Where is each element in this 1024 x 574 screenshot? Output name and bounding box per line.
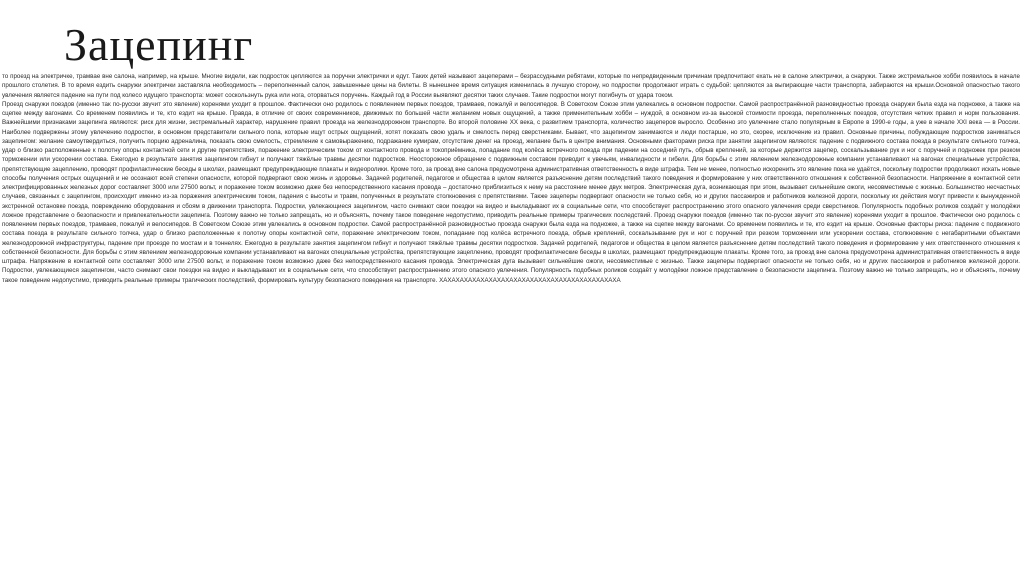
slide-body-text bbox=[2, 72, 1020, 568]
body-paragraph: то проезд на электричке, трамвае вне салона, например, на крыше. Многие видели, как подросток цепляются за поручни электрички и едут. Таких детей называют зацеперами – безрассудными ребятами, которые по непредвиденным причинам предпочитают ехать не в салоне электрички, а снаружи. Также экстремальное хобби появилось в начале прошлого столетия. В то время ездить снаружи электрички заставляла необходимость – переполненный салон, завышенные цены на билеты. В нынешнее время ситуация изменилась в лучшую сторону, но подростки продолжают играть с судьбой: цепляются за выпирающие части транспорта, забираются на крыши.Основной опасностью такого увлечения является падение на пути под колесо идущего транспорта: может соскользнуть рука или нога, оторваться поручень. Каждый год в России выявляют десятки таких случаев. Такие подростки могут погибнуть от удара током. bbox=[2, 73, 1020, 99]
body-paragraph: Проезд снаружи поездов (именно так по-русски звучит это явление) коренями уходит в прошлое. Фактически оно родилось с появлением первых поездов, трамваев, пожалуй и велосипедов. В Советском Союзе этим увлекались в основном подростки. Самой распространённой разновидностью проезда снаружи была езда на подножке, а также на сцепке между вагонами. Со временем появились и те, кто ездит на крыше. Правда, в отличие от своих современников, движимых по большей части желанием новых ощущений, а также применительным хобби – нуждой, в основном из-за высокой стоимости проезда, переполненных поездов, отсутствия четких правил и норм пользования. Важнейшими признаками зацепинга являются: риск для жизни, экстремальный характер, нарушение правил проезда на железнодорожном транспорте. Во второй половине XX века, с развитием транспорта, количество зацеперов выросло. Особенно это увлечение стало популярным в Европе в 1990-е годы, а уже в начале XXI века — в России. Наиболее подвержены этому увлечению подростки, в основном представители сильного пола, которые ищут острых ощущений, хотят показать свою удаль и смелость перед сверстниками. Бывает, что зацепингом занимаются и люди постарше, но это, скорее, исключение из правил. Основные причины, побуждающие подростков заниматься зацепингом: желание самоутвердиться, получить порцию адреналина, показать свою смелость, стремление к самовыражению, подражание кумирам, отсутствие денег на проезд, желание быть в центре внимания. Основными факторами риска при занятии зацепингом являются: падение с подвижного состава поезда в результате сильного толчка, удар о близко расположенные к полотну опоры контактной сети и другие препятствия, поражение электрическим током от контактного провода и токоприёмника, попадание под колёса встречного поезда при падении на соседний путь, обрыв креплений, за которые держится зацепер, соскальзывание рук и ног с поручней и подножек при резком торможении или ускорении состава. Ежегодно в результате занятия зацепингом гибнут и получают тяжёлые травмы десятки подростков. Неосторожное обращение с подвижным составом приводит к увечьям, инвалидности и гибели. Для борьбы с этим явлением железнодорожные компании устанавливают на вагонах специальные устройства, препятствующие зацеплению, проводят профилактические беседы в школах, размещают предупреждающие плакаты и видеоролики. Кроме того, за проезд вне салона предусмотрена административная ответственность в виде штрафа. Тем не менее, полностью искоренить это явление пока не удаётся, поскольку подростки продолжают искать новые способы получения острых ощущений и не осознают всей степени опасности, которой подвергают свою жизнь и здоровье. Задачей родителей, педагогов и общества в целом является разъяснение детям последствий такого поведения и формирование у них ответственного отношения к собственной безопасности. Напряжение в контактной сети электрифицированных железных дорог составляет 3000 или 27500 вольт, и поражение током возможно даже без непосредственного касания провода – достаточно приблизиться к нему на расстояние менее двух метров. Электрическая дуга, возникающая при этом, вызывает сильнейшие ожоги, несовместимые с жизнью. Большинство несчастных случаев, связанных с зацепингом, происходит именно из-за поражения электрическим током, падения с высоты и травм, полученных в результате столкновения с препятствиями. Также зацеперы подвергают опасности не только себя, но и других пассажиров и работников железной дороги, поскольку их действия могут привести к вынужденной экстренной остановке поезда, повреждению оборудования и сбоям в движении транспорта. Подростки, увлекающиеся зацепингом, часто снимают свои поездки на видео и выкладывают их в социальные сети, что способствует распространению этого опасного увлечения среди сверстников. Популярность подобных роликов создаёт у молодёжи ложное представление о безопасности и привлекательности зацепинга. Поэтому важно не только запрещать, но и объяснять, почему такое поведение недопустимо, приводить реальные примеры трагических последствий. Проезд снаружи поездов (именно так по-русски звучит это явление) коренями уходит в прошлое. Фактически оно родилось с появлением первых поездов, трамваев, пожалуй и велосипедов. В Советском Союзе этим увлекались в основном подростки. Самой распространённой разновидностью проезда снаружи была езда на подножке, а также на сцепке между вагонами. Со временем появились и те, кто ездит на крыше. Основные факторы риска: падение с подвижного состава поезда в результате сильного толчка, удар о близко расположенные к полотну опоры контактной сети, поражение электрическим током, попадание под колёса встречного поезда, обрыв креплений, соскальзывание рук и ног с поручней при резком торможении или ускорении состава, столкновение с негабаритными объектами железнодорожной инфраструктуры, падение при проезде по мостам и в тоннелях. Ежегодно в результате занятия зацепингом гибнут и получают тяжёлые травмы десятки подростков. Задачей родителей, педагогов и общества в целом является разъяснение детям последствий такого поведения и формирование у них ответственного отношения к собственной безопасности. Для борьбы с этим явлением железнодорожные компании устанавливают на вагонах специальные устройства, препятствующие зацеплению, проводят профилактические беседы в школах, размещают предупреждающие плакаты. Кроме того, за проезд вне салона предусмотрена административная ответственность в виде штрафа. Напряжение в контактной сети составляет 3000 или 27500 вольт, и поражение током возможно даже без непосредственного касания провода. Электрическая дуга вызывает сильнейшие ожоги, несовместимые с жизнью. Также зацеперы подвергают опасности не только себя, но и других пассажиров и работников железной дороги. Подростки, увлекающиеся зацепингом, часто снимают свои поездки на видео и выкладывают их в социальные сети, что способствует распространению этого опасного увлечения. Популярность подобных роликов создаёт у молодёжи ложное представление о безопасности зацепинга. Поэтому важно не только запрещать, но и объяснять, почему такое поведение недопустимо, приводить реальные примеры трагических последствий, формировать культуру безопасного поведения на транспорте. ХАХАХАХАХАХАХАХАХАХАХАХАХАХАХАХАХАХАХАХАХАХА bbox=[2, 100, 1020, 284]
slide-title: Зацепинг bbox=[64, 19, 254, 70]
